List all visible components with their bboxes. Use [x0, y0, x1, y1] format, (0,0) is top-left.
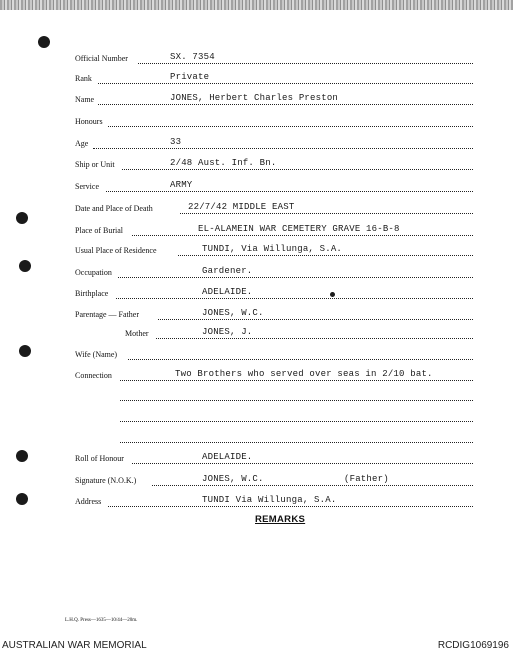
value-signature: JONES, W.C. — [202, 474, 264, 484]
value-occupation: Gardener. — [202, 266, 253, 276]
label-roll-of-honour: Roll of Honour — [75, 454, 124, 463]
label-ship-or-unit: Ship or Unit — [75, 160, 115, 169]
connection-line-4 — [0, 431, 513, 445]
value-signature-relation: (Father) — [344, 474, 389, 484]
value-mother: JONES, J. — [202, 327, 253, 337]
label-connection: Connection — [75, 371, 112, 380]
label-name: Name — [75, 95, 95, 104]
punch-hole-top — [38, 36, 50, 48]
label-residence: Usual Place of Residence — [75, 246, 157, 255]
remarks-heading: REMARKS — [255, 514, 306, 525]
leader-dots — [93, 148, 473, 149]
footer-record-id: RCDIG1069196 — [437, 640, 509, 651]
value-name: JONES, Herbert Charles Preston — [170, 93, 339, 103]
leader-dots — [98, 83, 473, 84]
row-roll-of-honour — [0, 452, 513, 466]
value-connection: Two Brothers who served over seas in 2/10 bat. — [175, 369, 433, 379]
label-death: Date and Place of Death — [75, 204, 153, 213]
value-roll-of-honour: ADELAIDE. — [202, 452, 253, 462]
archive-footer — [0, 636, 513, 654]
row-service — [0, 180, 513, 194]
label-address: Address — [75, 497, 102, 506]
value-rank: Private — [170, 72, 210, 82]
leader-dots — [180, 213, 473, 214]
value-death: 22/7/42 MIDDLE EAST — [188, 202, 295, 212]
row-wife — [0, 348, 513, 362]
label-wife: Wife (Name) — [75, 350, 118, 359]
scan-edge-strip — [0, 0, 513, 10]
row-rank — [0, 72, 513, 86]
leader-dots — [116, 298, 473, 299]
label-honours: Honours — [75, 117, 103, 126]
value-official-number: SX. 7354 — [170, 52, 215, 62]
row-occupation — [0, 266, 513, 280]
row-signature — [0, 474, 513, 488]
row-father — [0, 308, 513, 322]
row-address — [0, 495, 513, 509]
row-name — [0, 93, 513, 107]
leader-dots — [152, 485, 473, 486]
row-mother — [0, 327, 513, 341]
leader-dots — [106, 191, 473, 192]
label-rank: Rank — [75, 74, 92, 83]
value-service: ARMY — [170, 180, 193, 190]
label-signature: Signature (N.O.K.) — [75, 476, 137, 485]
leader-dots — [120, 380, 473, 381]
row-birthplace — [0, 287, 513, 301]
row-honours — [0, 115, 513, 129]
label-official-number: Official Number — [75, 54, 128, 63]
leader-dots — [156, 338, 473, 339]
value-burial: EL-ALAMEIN WAR CEMETERY GRAVE 16-B-8 — [198, 224, 400, 234]
leader-dots — [108, 506, 473, 507]
label-occupation: Occupation — [75, 268, 112, 277]
row-ship-or-unit — [0, 158, 513, 172]
printer-note: L.H.Q. Press—1635—10/44—20m. — [65, 618, 138, 623]
row-age — [0, 137, 513, 151]
row-residence — [0, 244, 513, 258]
label-age: Age — [75, 139, 89, 148]
value-address: TUNDI Via Willunga, S.A. — [202, 495, 337, 505]
leader-dots — [118, 277, 473, 278]
label-father: Parentage — Father — [75, 310, 139, 319]
leader-dots — [122, 169, 473, 170]
row-burial — [0, 224, 513, 238]
label-service: Service — [75, 182, 99, 191]
leader-dots — [120, 442, 473, 443]
connection-line-3 — [0, 410, 513, 424]
leader-dots — [132, 235, 473, 236]
label-burial: Place of Burial — [75, 226, 123, 235]
leader-dots — [178, 255, 473, 256]
connection-line-2 — [0, 389, 513, 403]
leader-dots — [132, 463, 473, 464]
leader-dots — [128, 359, 473, 360]
footer-institution: AUSTRALIAN WAR MEMORIAL — [2, 640, 147, 651]
value-father: JONES, W.C. — [202, 308, 264, 318]
leader-dots — [138, 63, 473, 64]
leader-dots — [120, 400, 473, 401]
label-mother: Mother — [125, 329, 149, 338]
value-age: 33 — [170, 137, 182, 147]
row-death — [0, 202, 513, 216]
value-residence: TUNDI, Via Willunga, S.A. — [202, 244, 343, 254]
value-birthplace: ADELAIDE. — [202, 287, 253, 297]
leader-dots — [98, 104, 473, 105]
leader-dots — [120, 421, 473, 422]
value-ship-or-unit: 2/48 Aust. Inf. Bn. — [170, 158, 277, 168]
row-official-number — [0, 52, 513, 66]
leader-dots — [158, 319, 473, 320]
row-connection — [0, 369, 513, 383]
label-birthplace: Birthplace — [75, 289, 109, 298]
leader-dots — [108, 126, 473, 127]
